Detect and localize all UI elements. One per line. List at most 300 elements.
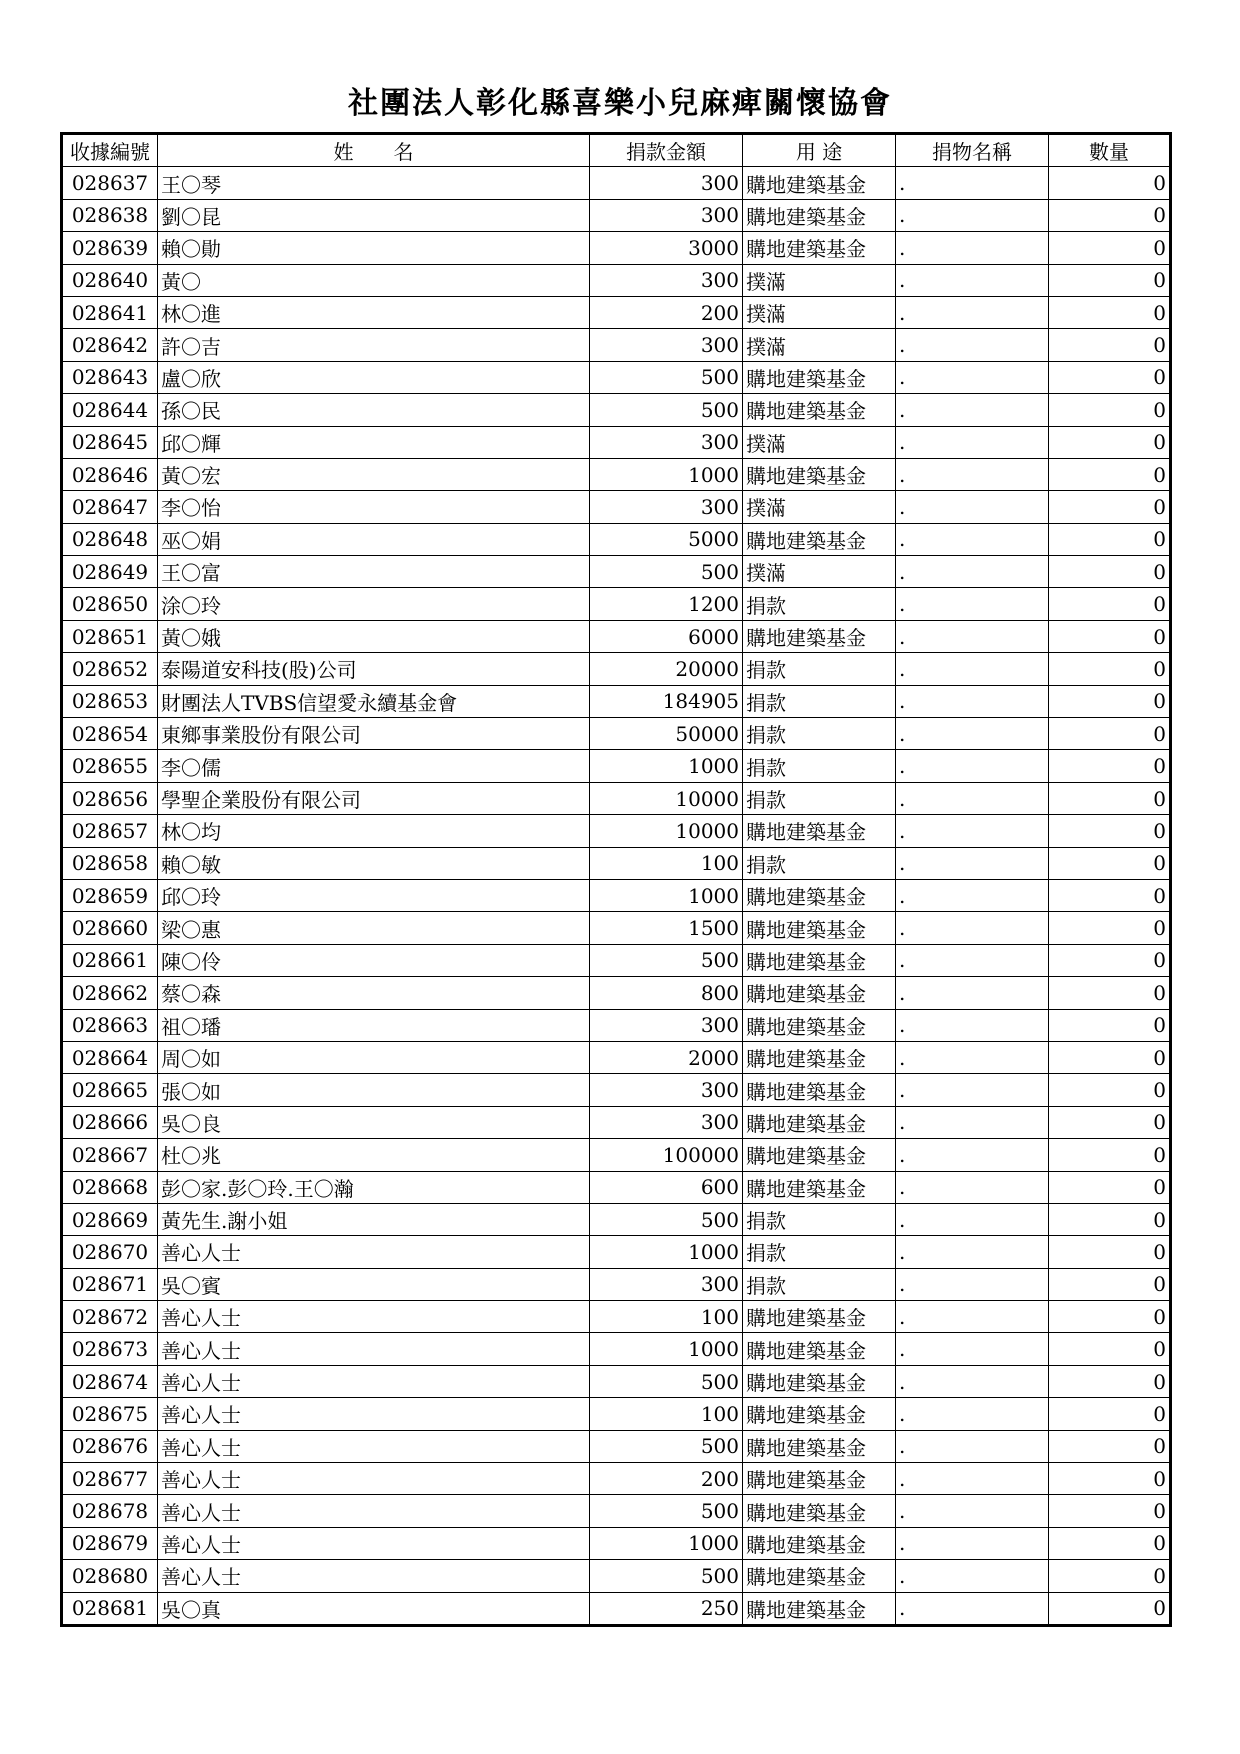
purpose-cell: 捐款 bbox=[743, 1236, 896, 1268]
quantity-cell: 0 bbox=[1049, 1236, 1171, 1268]
quantity-cell: 0 bbox=[1049, 847, 1171, 879]
amount-cell: 10000 bbox=[590, 782, 743, 814]
item-name-cell: . bbox=[896, 815, 1049, 847]
table-row bbox=[62, 944, 1171, 976]
header-amount: 捐款金額 bbox=[590, 134, 743, 167]
receipt-no-cell: 028669 bbox=[62, 1203, 158, 1235]
receipt-no-cell: 028674 bbox=[62, 1365, 158, 1397]
purpose-cell: 購地建築基金 bbox=[743, 1398, 896, 1430]
purpose-cell: 購地建築基金 bbox=[743, 1430, 896, 1462]
donor-name-cell: 善心人士 bbox=[158, 1430, 590, 1462]
receipt-no-cell: 028673 bbox=[62, 1333, 158, 1365]
table-row bbox=[62, 718, 1171, 750]
item-name-cell: . bbox=[896, 167, 1049, 199]
table-row bbox=[62, 394, 1171, 426]
purpose-cell: 購地建築基金 bbox=[743, 1527, 896, 1559]
quantity-cell: 0 bbox=[1049, 1041, 1171, 1073]
amount-cell: 500 bbox=[590, 1203, 743, 1235]
donor-name-cell: 學聖企業股份有限公司 bbox=[158, 782, 590, 814]
item-name-cell: . bbox=[896, 1268, 1049, 1300]
amount-cell: 800 bbox=[590, 977, 743, 1009]
item-name-cell: . bbox=[896, 847, 1049, 879]
purpose-cell: 捐款 bbox=[743, 588, 896, 620]
purpose-cell: 購地建築基金 bbox=[743, 361, 896, 393]
receipt-no-cell: 028648 bbox=[62, 523, 158, 555]
table-row bbox=[62, 912, 1171, 944]
receipt-no-cell: 028637 bbox=[62, 167, 158, 199]
purpose-cell: 捐款 bbox=[743, 1203, 896, 1235]
donor-name-cell: 善心人士 bbox=[158, 1301, 590, 1333]
amount-cell: 300 bbox=[590, 264, 743, 296]
purpose-cell: 購地建築基金 bbox=[743, 1365, 896, 1397]
donor-name-cell: 孫〇民 bbox=[158, 394, 590, 426]
table-row bbox=[62, 491, 1171, 523]
receipt-no-cell: 028666 bbox=[62, 1106, 158, 1138]
quantity-cell: 0 bbox=[1049, 361, 1171, 393]
purpose-cell: 捐款 bbox=[743, 685, 896, 717]
item-name-cell: . bbox=[896, 1463, 1049, 1495]
donor-name-cell: 賴〇敏 bbox=[158, 847, 590, 879]
amount-cell: 500 bbox=[590, 394, 743, 426]
receipt-no-cell: 028678 bbox=[62, 1495, 158, 1527]
purpose-cell: 購地建築基金 bbox=[743, 1139, 896, 1171]
item-name-cell: . bbox=[896, 199, 1049, 231]
quantity-cell: 0 bbox=[1049, 1301, 1171, 1333]
quantity-cell: 0 bbox=[1049, 296, 1171, 328]
amount-cell: 3000 bbox=[590, 232, 743, 264]
table-row bbox=[62, 1203, 1171, 1235]
receipt-no-cell: 028652 bbox=[62, 653, 158, 685]
table-row bbox=[62, 167, 1171, 199]
purpose-cell: 購地建築基金 bbox=[743, 394, 896, 426]
purpose-cell: 捐款 bbox=[743, 1268, 896, 1300]
purpose-cell: 購地建築基金 bbox=[743, 879, 896, 911]
quantity-cell: 0 bbox=[1049, 1333, 1171, 1365]
receipt-no-cell: 028662 bbox=[62, 977, 158, 1009]
table-row bbox=[62, 264, 1171, 296]
amount-cell: 300 bbox=[590, 1009, 743, 1041]
item-name-cell: . bbox=[896, 1333, 1049, 1365]
receipt-no-cell: 028680 bbox=[62, 1560, 158, 1592]
item-name-cell: . bbox=[896, 1236, 1049, 1268]
table-row bbox=[62, 1268, 1171, 1300]
donor-name-cell: 梁〇惠 bbox=[158, 912, 590, 944]
table-row bbox=[62, 1495, 1171, 1527]
amount-cell: 300 bbox=[590, 199, 743, 231]
quantity-cell: 0 bbox=[1049, 1495, 1171, 1527]
quantity-cell: 0 bbox=[1049, 1463, 1171, 1495]
donor-name-cell: 善心人士 bbox=[158, 1463, 590, 1495]
table-row bbox=[62, 458, 1171, 490]
quantity-cell: 0 bbox=[1049, 750, 1171, 782]
receipt-no-cell: 028675 bbox=[62, 1398, 158, 1430]
amount-cell: 300 bbox=[590, 426, 743, 458]
purpose-cell: 購地建築基金 bbox=[743, 523, 896, 555]
table-row bbox=[62, 977, 1171, 1009]
item-name-cell: . bbox=[896, 1041, 1049, 1073]
receipt-no-cell: 028664 bbox=[62, 1041, 158, 1073]
quantity-cell: 0 bbox=[1049, 977, 1171, 1009]
table-row bbox=[62, 1398, 1171, 1430]
donor-name-cell: 賴〇勛 bbox=[158, 232, 590, 264]
item-name-cell: . bbox=[896, 232, 1049, 264]
item-name-cell: . bbox=[896, 1139, 1049, 1171]
quantity-cell: 0 bbox=[1049, 1398, 1171, 1430]
receipt-no-cell: 028651 bbox=[62, 620, 158, 652]
item-name-cell: . bbox=[896, 556, 1049, 588]
donor-name-cell: 善心人士 bbox=[158, 1527, 590, 1559]
donor-name-cell: 劉〇昆 bbox=[158, 199, 590, 231]
donor-name-cell: 邱〇輝 bbox=[158, 426, 590, 458]
donor-name-cell: 巫〇娟 bbox=[158, 523, 590, 555]
receipt-no-cell: 028647 bbox=[62, 491, 158, 523]
purpose-cell: 撲滿 bbox=[743, 264, 896, 296]
item-name-cell: . bbox=[896, 685, 1049, 717]
quantity-cell: 0 bbox=[1049, 879, 1171, 911]
purpose-cell: 捐款 bbox=[743, 718, 896, 750]
receipt-no-cell: 028656 bbox=[62, 782, 158, 814]
item-name-cell: . bbox=[896, 426, 1049, 458]
table-row bbox=[62, 426, 1171, 458]
table-row bbox=[62, 523, 1171, 555]
table-row bbox=[62, 1527, 1171, 1559]
donation-table bbox=[60, 132, 1172, 1627]
purpose-cell: 購地建築基金 bbox=[743, 1592, 896, 1625]
purpose-cell: 購地建築基金 bbox=[743, 199, 896, 231]
quantity-cell: 0 bbox=[1049, 1430, 1171, 1462]
table-row bbox=[62, 1333, 1171, 1365]
header-name: 姓 名 bbox=[158, 134, 590, 167]
donor-name-cell: 善心人士 bbox=[158, 1365, 590, 1397]
donor-name-cell: 王〇富 bbox=[158, 556, 590, 588]
receipt-no-cell: 028660 bbox=[62, 912, 158, 944]
item-name-cell: . bbox=[896, 912, 1049, 944]
item-name-cell: . bbox=[896, 1009, 1049, 1041]
amount-cell: 6000 bbox=[590, 620, 743, 652]
item-name-cell: . bbox=[896, 879, 1049, 911]
amount-cell: 300 bbox=[590, 1106, 743, 1138]
quantity-cell: 0 bbox=[1049, 620, 1171, 652]
amount-cell: 100 bbox=[590, 1398, 743, 1430]
item-name-cell: . bbox=[896, 750, 1049, 782]
item-name-cell: . bbox=[896, 1203, 1049, 1235]
donor-name-cell: 泰陽道安科技(股)公司 bbox=[158, 653, 590, 685]
purpose-cell: 購地建築基金 bbox=[743, 1041, 896, 1073]
item-name-cell: . bbox=[896, 1592, 1049, 1625]
table-row bbox=[62, 1009, 1171, 1041]
table-row bbox=[62, 1171, 1171, 1203]
quantity-cell: 0 bbox=[1049, 394, 1171, 426]
table-row bbox=[62, 1074, 1171, 1106]
donor-name-cell: 王〇琴 bbox=[158, 167, 590, 199]
table-row bbox=[62, 1560, 1171, 1592]
donor-name-cell: 善心人士 bbox=[158, 1236, 590, 1268]
quantity-cell: 0 bbox=[1049, 1592, 1171, 1625]
receipt-no-cell: 028650 bbox=[62, 588, 158, 620]
amount-cell: 300 bbox=[590, 491, 743, 523]
page-title: 社團法人彰化縣喜樂小兒麻痺關懷協會 bbox=[348, 86, 892, 121]
table-row bbox=[62, 1139, 1171, 1171]
quantity-cell: 0 bbox=[1049, 1009, 1171, 1041]
table-row bbox=[62, 750, 1171, 782]
amount-cell: 500 bbox=[590, 556, 743, 588]
donor-name-cell: 善心人士 bbox=[158, 1333, 590, 1365]
amount-cell: 500 bbox=[590, 1430, 743, 1462]
item-name-cell: . bbox=[896, 718, 1049, 750]
amount-cell: 500 bbox=[590, 1560, 743, 1592]
quantity-cell: 0 bbox=[1049, 556, 1171, 588]
quantity-cell: 0 bbox=[1049, 329, 1171, 361]
header-quantity: 數量 bbox=[1049, 134, 1171, 167]
amount-cell: 300 bbox=[590, 167, 743, 199]
receipt-no-cell: 028659 bbox=[62, 879, 158, 911]
table-row bbox=[62, 1365, 1171, 1397]
receipt-no-cell: 028665 bbox=[62, 1074, 158, 1106]
table-row bbox=[62, 1301, 1171, 1333]
purpose-cell: 捐款 bbox=[743, 750, 896, 782]
amount-cell: 300 bbox=[590, 1268, 743, 1300]
donor-name-cell: 黃〇宏 bbox=[158, 458, 590, 490]
table-body bbox=[62, 167, 1171, 1626]
receipt-no-cell: 028667 bbox=[62, 1139, 158, 1171]
quantity-cell: 0 bbox=[1049, 685, 1171, 717]
donor-name-cell: 彭〇家.彭〇玲.王〇瀚 bbox=[158, 1171, 590, 1203]
receipt-no-cell: 028645 bbox=[62, 426, 158, 458]
amount-cell: 1000 bbox=[590, 879, 743, 911]
purpose-cell: 購地建築基金 bbox=[743, 977, 896, 1009]
quantity-cell: 0 bbox=[1049, 1527, 1171, 1559]
amount-cell: 1000 bbox=[590, 1527, 743, 1559]
receipt-no-cell: 028658 bbox=[62, 847, 158, 879]
quantity-cell: 0 bbox=[1049, 1171, 1171, 1203]
purpose-cell: 購地建築基金 bbox=[743, 912, 896, 944]
donor-name-cell: 吳〇賓 bbox=[158, 1268, 590, 1300]
purpose-cell: 撲滿 bbox=[743, 556, 896, 588]
donor-name-cell: 財團法人TVBS信望愛永續基金會 bbox=[158, 685, 590, 717]
receipt-no-cell: 028642 bbox=[62, 329, 158, 361]
table-row bbox=[62, 620, 1171, 652]
amount-cell: 20000 bbox=[590, 653, 743, 685]
amount-cell: 300 bbox=[590, 329, 743, 361]
purpose-cell: 撲滿 bbox=[743, 329, 896, 361]
amount-cell: 1000 bbox=[590, 458, 743, 490]
amount-cell: 100 bbox=[590, 1301, 743, 1333]
purpose-cell: 撲滿 bbox=[743, 491, 896, 523]
quantity-cell: 0 bbox=[1049, 1203, 1171, 1235]
donor-name-cell: 善心人士 bbox=[158, 1398, 590, 1430]
purpose-cell: 購地建築基金 bbox=[743, 1009, 896, 1041]
quantity-cell: 0 bbox=[1049, 1139, 1171, 1171]
item-name-cell: . bbox=[896, 1301, 1049, 1333]
amount-cell: 1000 bbox=[590, 1236, 743, 1268]
amount-cell: 500 bbox=[590, 944, 743, 976]
donor-name-cell: 黃先生.謝小姐 bbox=[158, 1203, 590, 1235]
amount-cell: 1000 bbox=[590, 750, 743, 782]
quantity-cell: 0 bbox=[1049, 944, 1171, 976]
donor-name-cell: 邱〇玲 bbox=[158, 879, 590, 911]
quantity-cell: 0 bbox=[1049, 264, 1171, 296]
item-name-cell: . bbox=[896, 1074, 1049, 1106]
item-name-cell: . bbox=[896, 523, 1049, 555]
amount-cell: 50000 bbox=[590, 718, 743, 750]
donor-name-cell: 祖〇璠 bbox=[158, 1009, 590, 1041]
donor-name-cell: 蔡〇森 bbox=[158, 977, 590, 1009]
amount-cell: 1500 bbox=[590, 912, 743, 944]
purpose-cell: 購地建築基金 bbox=[743, 1301, 896, 1333]
table-row bbox=[62, 1463, 1171, 1495]
table-row bbox=[62, 782, 1171, 814]
header-receipt-no: 收據編號 bbox=[62, 134, 158, 167]
receipt-no-cell: 028654 bbox=[62, 718, 158, 750]
purpose-cell: 購地建築基金 bbox=[743, 458, 896, 490]
table-row bbox=[62, 879, 1171, 911]
donor-name-cell: 李〇怡 bbox=[158, 491, 590, 523]
receipt-no-cell: 028644 bbox=[62, 394, 158, 426]
receipt-no-cell: 028655 bbox=[62, 750, 158, 782]
item-name-cell: . bbox=[896, 1527, 1049, 1559]
header-purpose: 用 途 bbox=[743, 134, 896, 167]
receipt-no-cell: 028663 bbox=[62, 1009, 158, 1041]
table-row bbox=[62, 329, 1171, 361]
donor-name-cell: 盧〇欣 bbox=[158, 361, 590, 393]
purpose-cell: 購地建築基金 bbox=[743, 167, 896, 199]
table-row bbox=[62, 361, 1171, 393]
purpose-cell: 購地建築基金 bbox=[743, 1495, 896, 1527]
donor-name-cell: 吳〇良 bbox=[158, 1106, 590, 1138]
quantity-cell: 0 bbox=[1049, 912, 1171, 944]
item-name-cell: . bbox=[896, 1171, 1049, 1203]
receipt-no-cell: 028641 bbox=[62, 296, 158, 328]
purpose-cell: 購地建築基金 bbox=[743, 1074, 896, 1106]
table-row bbox=[62, 588, 1171, 620]
receipt-no-cell: 028670 bbox=[62, 1236, 158, 1268]
amount-cell: 200 bbox=[590, 1463, 743, 1495]
receipt-no-cell: 028672 bbox=[62, 1301, 158, 1333]
purpose-cell: 購地建築基金 bbox=[743, 1333, 896, 1365]
donor-name-cell: 林〇均 bbox=[158, 815, 590, 847]
item-name-cell: . bbox=[896, 620, 1049, 652]
purpose-cell: 購地建築基金 bbox=[743, 232, 896, 264]
donor-name-cell: 周〇如 bbox=[158, 1041, 590, 1073]
receipt-no-cell: 028679 bbox=[62, 1527, 158, 1559]
amount-cell: 1200 bbox=[590, 588, 743, 620]
header-item-name: 捐物名稱 bbox=[896, 134, 1049, 167]
purpose-cell: 捐款 bbox=[743, 653, 896, 685]
receipt-no-cell: 028661 bbox=[62, 944, 158, 976]
donor-name-cell: 杜〇兆 bbox=[158, 1139, 590, 1171]
donor-name-cell: 陳〇伶 bbox=[158, 944, 590, 976]
amount-cell: 500 bbox=[590, 1495, 743, 1527]
quantity-cell: 0 bbox=[1049, 1365, 1171, 1397]
item-name-cell: . bbox=[896, 1495, 1049, 1527]
quantity-cell: 0 bbox=[1049, 199, 1171, 231]
receipt-no-cell: 028640 bbox=[62, 264, 158, 296]
item-name-cell: . bbox=[896, 1560, 1049, 1592]
purpose-cell: 購地建築基金 bbox=[743, 620, 896, 652]
table-row bbox=[62, 653, 1171, 685]
item-name-cell: . bbox=[896, 361, 1049, 393]
item-name-cell: . bbox=[896, 1398, 1049, 1430]
amount-cell: 184905 bbox=[590, 685, 743, 717]
amount-cell: 500 bbox=[590, 1365, 743, 1397]
item-name-cell: . bbox=[896, 653, 1049, 685]
amount-cell: 100000 bbox=[590, 1139, 743, 1171]
quantity-cell: 0 bbox=[1049, 491, 1171, 523]
donor-name-cell: 黃〇娥 bbox=[158, 620, 590, 652]
quantity-cell: 0 bbox=[1049, 426, 1171, 458]
quantity-cell: 0 bbox=[1049, 588, 1171, 620]
amount-cell: 10000 bbox=[590, 815, 743, 847]
quantity-cell: 0 bbox=[1049, 1074, 1171, 1106]
purpose-cell: 捐款 bbox=[743, 847, 896, 879]
item-name-cell: . bbox=[896, 264, 1049, 296]
item-name-cell: . bbox=[896, 944, 1049, 976]
item-name-cell: . bbox=[896, 1430, 1049, 1462]
item-name-cell: . bbox=[896, 1365, 1049, 1397]
quantity-cell: 0 bbox=[1049, 1106, 1171, 1138]
table-row bbox=[62, 296, 1171, 328]
receipt-no-cell: 028639 bbox=[62, 232, 158, 264]
item-name-cell: . bbox=[896, 782, 1049, 814]
receipt-no-cell: 028671 bbox=[62, 1268, 158, 1300]
receipt-no-cell: 028677 bbox=[62, 1463, 158, 1495]
purpose-cell: 撲滿 bbox=[743, 426, 896, 458]
receipt-no-cell: 028676 bbox=[62, 1430, 158, 1462]
quantity-cell: 0 bbox=[1049, 523, 1171, 555]
receipt-no-cell: 028643 bbox=[62, 361, 158, 393]
table-row bbox=[62, 1106, 1171, 1138]
amount-cell: 600 bbox=[590, 1171, 743, 1203]
quantity-cell: 0 bbox=[1049, 458, 1171, 490]
purpose-cell: 購地建築基金 bbox=[743, 1463, 896, 1495]
item-name-cell: . bbox=[896, 394, 1049, 426]
receipt-no-cell: 028653 bbox=[62, 685, 158, 717]
purpose-cell: 購地建築基金 bbox=[743, 1560, 896, 1592]
donor-name-cell: 善心人士 bbox=[158, 1495, 590, 1527]
receipt-no-cell: 028681 bbox=[62, 1592, 158, 1625]
receipt-no-cell: 028668 bbox=[62, 1171, 158, 1203]
purpose-cell: 購地建築基金 bbox=[743, 1171, 896, 1203]
donor-name-cell: 東鄉事業股份有限公司 bbox=[158, 718, 590, 750]
quantity-cell: 0 bbox=[1049, 718, 1171, 750]
donor-name-cell: 涂〇玲 bbox=[158, 588, 590, 620]
table-row bbox=[62, 556, 1171, 588]
amount-cell: 100 bbox=[590, 847, 743, 879]
receipt-no-cell: 028646 bbox=[62, 458, 158, 490]
amount-cell: 2000 bbox=[590, 1041, 743, 1073]
donor-name-cell: 林〇進 bbox=[158, 296, 590, 328]
amount-cell: 1000 bbox=[590, 1333, 743, 1365]
table-row bbox=[62, 199, 1171, 231]
quantity-cell: 0 bbox=[1049, 1268, 1171, 1300]
receipt-no-cell: 028649 bbox=[62, 556, 158, 588]
amount-cell: 500 bbox=[590, 361, 743, 393]
quantity-cell: 0 bbox=[1049, 1560, 1171, 1592]
purpose-cell: 購地建築基金 bbox=[743, 1106, 896, 1138]
purpose-cell: 捐款 bbox=[743, 782, 896, 814]
item-name-cell: . bbox=[896, 491, 1049, 523]
table-row bbox=[62, 685, 1171, 717]
quantity-cell: 0 bbox=[1049, 782, 1171, 814]
donor-name-cell: 黃〇 bbox=[158, 264, 590, 296]
item-name-cell: . bbox=[896, 458, 1049, 490]
receipt-no-cell: 028638 bbox=[62, 199, 158, 231]
quantity-cell: 0 bbox=[1049, 167, 1171, 199]
amount-cell: 200 bbox=[590, 296, 743, 328]
donor-name-cell: 李〇儒 bbox=[158, 750, 590, 782]
purpose-cell: 購地建築基金 bbox=[743, 815, 896, 847]
purpose-cell: 購地建築基金 bbox=[743, 944, 896, 976]
